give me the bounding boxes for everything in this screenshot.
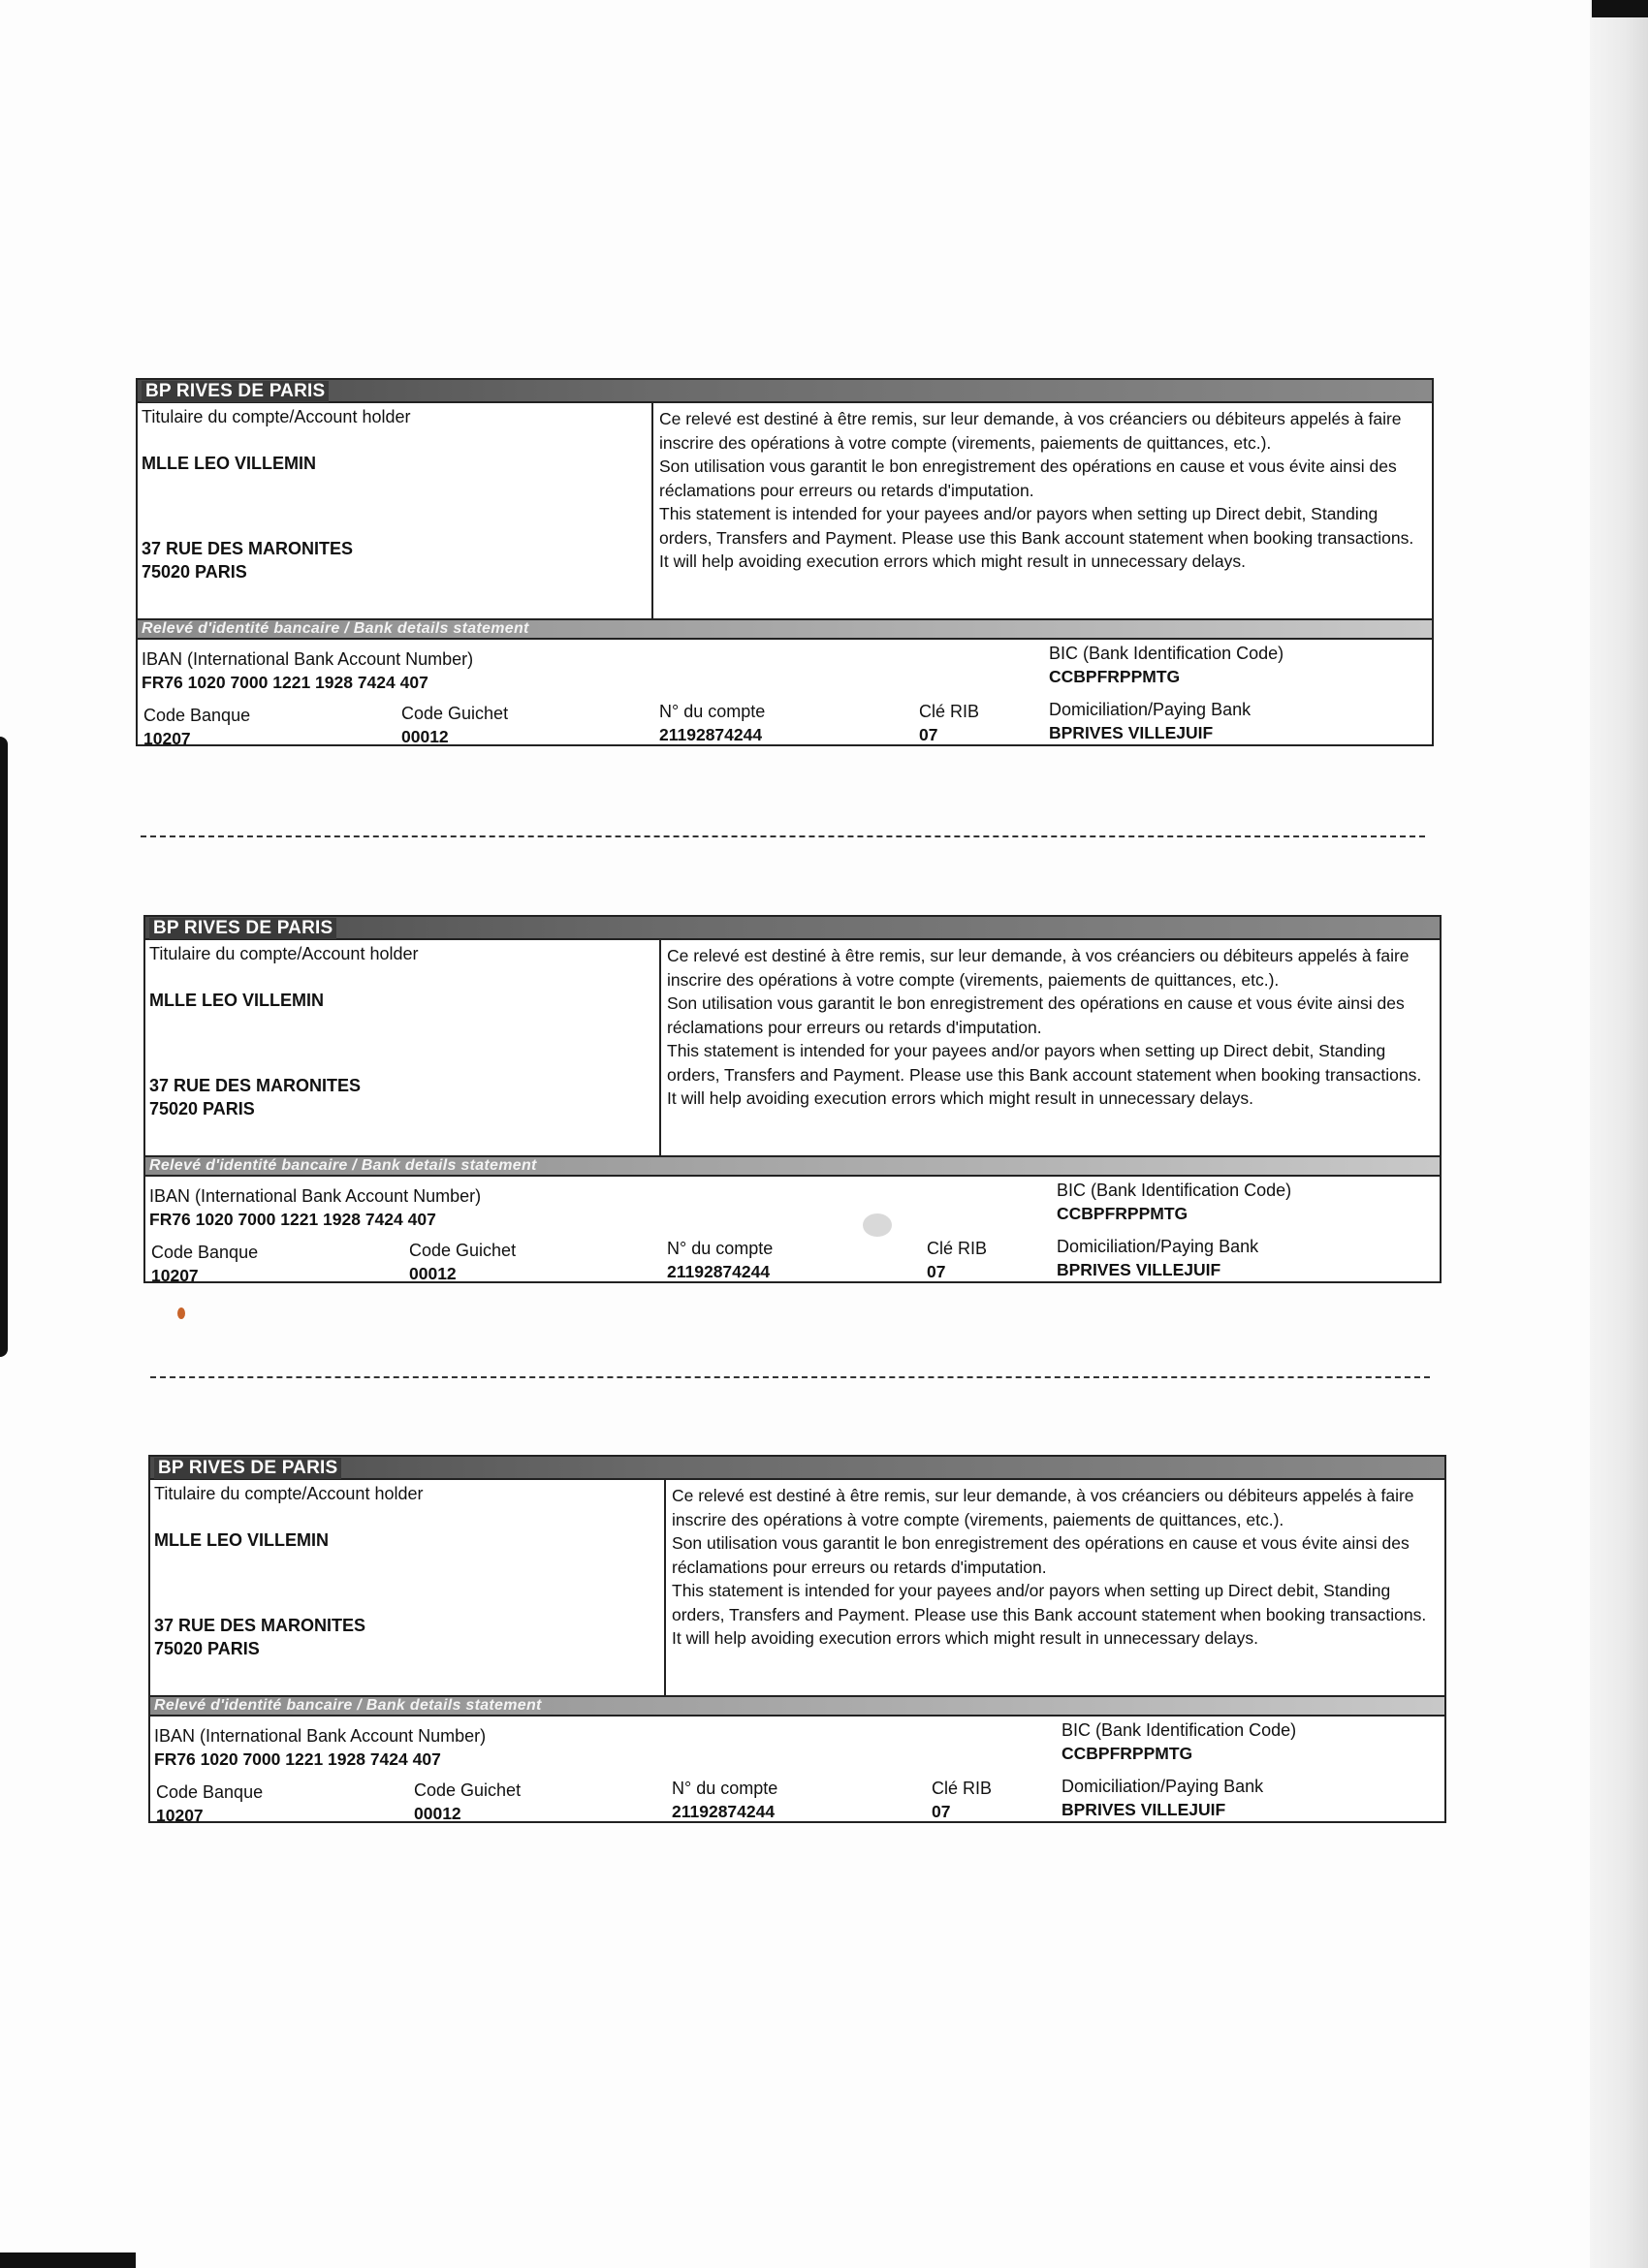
cle-rib-label: Clé RIB — [932, 1779, 993, 1798]
section-header — [138, 620, 1432, 640]
bank-name: BP RIVES DE PARIS — [142, 381, 329, 402]
domiciliation-label: Domiciliation/Paying Bank — [1049, 700, 1252, 719]
scan-speck — [863, 1213, 892, 1237]
iban-value: FR76 1020 7000 1221 1928 7424 407 — [149, 1210, 436, 1229]
holder-name: MLLE LEO VILLEMIN — [149, 991, 324, 1010]
compte-label: N° du compte — [672, 1779, 778, 1798]
compte-label: N° du compte — [667, 1239, 774, 1258]
holder-street: 37 RUE DES MARONITES — [149, 1076, 362, 1095]
holder-name: MLLE LEO VILLEMIN — [154, 1530, 329, 1550]
section-header — [150, 1697, 1444, 1717]
holder-label: Titulaire du compte/Account holder — [154, 1484, 424, 1503]
notice-fr-1: Ce relevé est destiné à être remis, sur leur demande, à vos créanciers ou débiteurs appelés à faire inscrire des opérations à votre compte (virements, paiements de quittances, etc.). — [659, 409, 1402, 453]
bank-header — [150, 1457, 1444, 1480]
domiciliation-value: BPRIVES VILLEJUIF — [1057, 1260, 1221, 1279]
cle-rib-label: Clé RIB — [927, 1239, 988, 1258]
rib-slip-1 — [136, 378, 1434, 746]
domiciliation-value: BPRIVES VILLEJUIF — [1062, 1800, 1226, 1819]
bank-details — [150, 1717, 1444, 1825]
holder-box — [138, 403, 653, 618]
scan-corner — [1592, 0, 1648, 17]
holder-label: Titulaire du compte/Account holder — [149, 944, 419, 963]
notice-en: This statement is intended for your payees and/or payors when setting up Direct debit, Standing orders, Transfers and Payment. Please use this Bank account statement when booking transactions. It will help avoiding execution errors which might result in unnecessary delays. — [659, 504, 1414, 571]
bank-details — [145, 1177, 1440, 1285]
notice-en: This statement is intended for your payees and/or payors when setting up Direct debit, Standing orders, Transfers and Payment. Please use this Bank account statement when booking transactions. It will help avoiding execution errors which might result in unnecessary delays. — [672, 1581, 1427, 1648]
code-banque-label: Code Banque — [156, 1782, 264, 1802]
notice-fr-1: Ce relevé est destiné à être remis, sur leur demande, à vos créanciers ou débiteurs appelés à faire inscrire des opérations à votre compte (virements, paiements de quittances, etc.). — [672, 1486, 1414, 1529]
code-banque-value: 10207 — [156, 1806, 204, 1825]
notice-text — [653, 403, 1432, 618]
section-title: Relevé d'identité bancaire / Bank details statement — [149, 1157, 537, 1174]
bank-name: BP RIVES DE PARIS — [154, 1458, 341, 1479]
notice-text — [661, 940, 1440, 1155]
section-header — [145, 1157, 1440, 1177]
code-banque-value: 10207 — [151, 1266, 199, 1285]
iban-label: IBAN (International Bank Account Number) — [142, 649, 474, 669]
code-banque-label: Code Banque — [151, 1243, 259, 1262]
bic-label: BIC (Bank Identification Code) — [1057, 1181, 1292, 1200]
holder-and-notice — [150, 1480, 1444, 1697]
notice-fr-2: Son utilisation vous garantit le bon enregistrement des opérations en cause et vous évite ainsi des réclamations pour erreurs ou retards d'imputation. — [667, 993, 1405, 1037]
code-banque-label: Code Banque — [143, 706, 251, 725]
holder-box — [150, 1480, 666, 1695]
rib-slip-2 — [143, 915, 1442, 1283]
compte-label: N° du compte — [659, 702, 766, 721]
code-guichet-value: 00012 — [414, 1804, 461, 1823]
holder-city: 75020 PARIS — [142, 562, 247, 582]
notice-fr-2: Son utilisation vous garantit le bon enregistrement des opérations en cause et vous évite ainsi des réclamations pour erreurs ou retards d'imputation. — [659, 457, 1397, 500]
notice-text — [666, 1480, 1444, 1695]
iban-value: FR76 1020 7000 1221 1928 7424 407 — [154, 1749, 441, 1769]
compte-value: 21192874244 — [667, 1262, 771, 1281]
iban-label: IBAN (International Bank Account Number) — [149, 1186, 482, 1206]
code-guichet-label: Code Guichet — [401, 704, 509, 723]
holder-city: 75020 PARIS — [154, 1639, 260, 1658]
bank-header — [138, 380, 1432, 403]
scan-corner — [0, 2252, 136, 2268]
cle-rib-value: 07 — [932, 1802, 951, 1821]
scan-shadow-edge — [1590, 0, 1648, 2268]
scan-speck — [177, 1307, 185, 1319]
notice-fr-1: Ce relevé est destiné à être remis, sur leur demande, à vos créanciers ou débiteurs appelés à faire inscrire des opérations à votre compte (virements, paiements de quittances, etc.). — [667, 946, 1410, 990]
cle-rib-value: 07 — [919, 725, 938, 744]
bic-label: BIC (Bank Identification Code) — [1062, 1720, 1297, 1740]
holder-street: 37 RUE DES MARONITES — [154, 1616, 366, 1635]
bank-name: BP RIVES DE PARIS — [149, 918, 336, 939]
holder-and-notice — [145, 940, 1440, 1157]
bank-header — [145, 917, 1440, 940]
code-guichet-value: 00012 — [409, 1264, 457, 1283]
holder-name: MLLE LEO VILLEMIN — [142, 454, 316, 473]
rib-slip-3 — [148, 1455, 1446, 1823]
domiciliation-label: Domiciliation/Paying Bank — [1062, 1777, 1264, 1796]
section-title: Relevé d'identité bancaire / Bank details statement — [154, 1697, 542, 1714]
compte-value: 21192874244 — [659, 725, 763, 744]
iban-label: IBAN (International Bank Account Number) — [154, 1726, 487, 1746]
holder-box — [145, 940, 661, 1155]
cle-rib-value: 07 — [927, 1262, 946, 1281]
cle-rib-label: Clé RIB — [919, 702, 980, 721]
code-guichet-value: 00012 — [401, 727, 449, 746]
bic-value: CCBPFRPPMTG — [1049, 667, 1181, 686]
compte-value: 21192874244 — [672, 1802, 776, 1821]
bic-value: CCBPFRPPMTG — [1057, 1204, 1188, 1223]
cut-line — [141, 835, 1425, 837]
domiciliation-label: Domiciliation/Paying Bank — [1057, 1237, 1259, 1256]
scan-edge — [0, 737, 8, 1357]
section-title: Relevé d'identité bancaire / Bank details statement — [142, 620, 529, 637]
code-guichet-label: Code Guichet — [409, 1241, 517, 1260]
holder-and-notice — [138, 403, 1432, 620]
bic-label: BIC (Bank Identification Code) — [1049, 644, 1284, 663]
holder-label: Titulaire du compte/Account holder — [142, 407, 411, 426]
cut-line — [150, 1376, 1430, 1378]
notice-fr-2: Son utilisation vous garantit le bon enregistrement des opérations en cause et vous évite ainsi des réclamations pour erreurs ou retards d'imputation. — [672, 1533, 1410, 1577]
bank-details — [138, 640, 1432, 748]
holder-street: 37 RUE DES MARONITES — [142, 539, 354, 558]
bic-value: CCBPFRPPMTG — [1062, 1744, 1193, 1763]
holder-city: 75020 PARIS — [149, 1099, 255, 1118]
code-guichet-label: Code Guichet — [414, 1780, 522, 1800]
domiciliation-value: BPRIVES VILLEJUIF — [1049, 723, 1214, 742]
notice-en: This statement is intended for your payees and/or payors when setting up Direct debit, Standing orders, Transfers and Payment. Please use this Bank account statement when booking transactions. It will help avoiding execution errors which might result in unnecessary delays. — [667, 1041, 1422, 1108]
code-banque-value: 10207 — [143, 729, 191, 748]
iban-value: FR76 1020 7000 1221 1928 7424 407 — [142, 673, 428, 692]
